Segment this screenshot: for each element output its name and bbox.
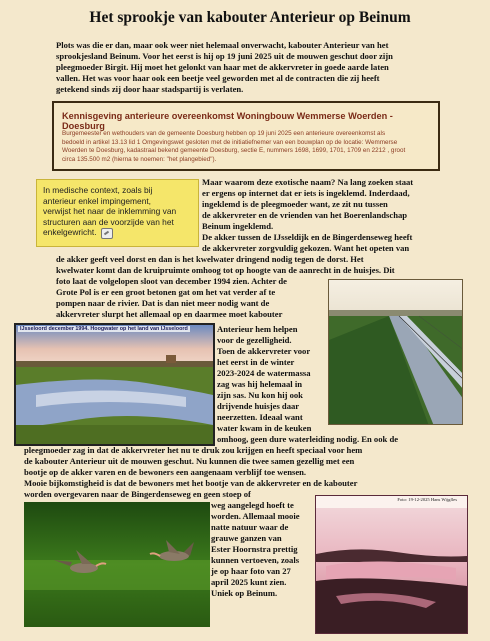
text-line: Mooie bijkomstigheid is dat de bewoners met het bootje van de akkervreter en de kabouter xyxy=(24,478,358,488)
text-line: de akkervreter en de vrienden van het Boerenlandschap xyxy=(202,210,408,220)
text-line: Ester Hoornstra prettig xyxy=(211,544,298,554)
text-line: natte natuur waar de xyxy=(211,522,289,532)
text-line: kunnen vertoeven, zoals xyxy=(211,555,300,565)
text-line: Plots was die er dan, maar ook weer niet helemaal onverwacht, kabouter Anterieur van het xyxy=(56,40,389,50)
text-line: omhoog, geen dure waterleiding nodig. En ook de xyxy=(217,434,399,444)
lower-paragraph xyxy=(24,445,454,500)
page-title: Het sprookje van kabouter Anterieur op Beinum xyxy=(89,9,411,26)
text-line: het eerst in de winter xyxy=(217,357,295,367)
text-line: kwelwater komt dan de kruipruimte omhoog tot op hoogte van de aanrecht in de huisjes. Dit xyxy=(56,265,395,275)
comment-line: In medische context, zoals bij xyxy=(43,185,153,195)
comment-link-icon[interactable] xyxy=(101,228,113,239)
text-line: Anterieur hem helpen xyxy=(217,324,298,334)
flood-caption: IJsseloord december 1994. Hoogwater op het land van IJsseloord xyxy=(20,326,188,332)
text-line: de akkervreter zorgvuldig gekozen. Want het opeten van xyxy=(202,243,410,253)
text-line: foto laat de volgelopen sloot van december 1994 zien. Achter de xyxy=(56,276,287,286)
narrow-paragraph xyxy=(217,324,399,445)
notice-line: Burgemeester en wethouders van de gemeente Doesburg hebben op 19 juni 2025 een anterieure overeenkomst als xyxy=(62,130,386,137)
meadow-ditch-image xyxy=(329,280,463,425)
notice-body xyxy=(62,130,434,164)
notice-line: circa 135.500 m2 (hierna te noemen: "het plangebied"). xyxy=(62,155,217,163)
text-line: pleegmoeder Birgit. Hij moet het gelonkt van haar met de akkervreter in goede aarde laten xyxy=(56,62,389,72)
text-line: worden. Allemaal mooie xyxy=(211,511,300,521)
sunset-image xyxy=(316,496,467,633)
flood-image xyxy=(16,325,213,444)
notice-box xyxy=(52,101,440,171)
text-line: Maar waarom deze exotische naam? Na lang zoeken staat xyxy=(202,177,414,187)
sunset-photo xyxy=(315,495,468,634)
text-line: water kwam in de keuken xyxy=(217,423,312,433)
right-paragraph xyxy=(202,177,452,254)
flood-photo xyxy=(14,323,215,446)
text-line: pompen naar de rivier. Dat is dan niet meer nodig want de xyxy=(56,298,270,308)
text-line: akkervreter slurpt het allemaal op en daarmee moet kabouter xyxy=(56,309,283,319)
comment-line-text: enkelgewricht. xyxy=(43,227,97,238)
text-line: drijvende huisjes daar xyxy=(217,401,300,411)
text-line: zag was hij helemaal in xyxy=(217,379,302,389)
text-line: de akker geeft veel dorst en dan is het kwelwater dringend nodig tegen de dorst. Het xyxy=(56,254,364,264)
notice-line: Woerden te Doesburg, kadastraal bekend gemeente Doesburg, sectie E, nummers 1698, 1699, 1701, 1709 en 2212 , groot xyxy=(62,147,406,154)
text-line: ingeklemd is de pleegmoeder want, ze zit nu tussen xyxy=(202,199,388,209)
text-line: er ergens op internet dat er iets is ingeklemd. Inderdaad, xyxy=(202,188,410,198)
notice-line: bedoeld in artikel 13.13 lid 1 Omgevingswet gesloten met de initiatiefnemer van een bouwplan op de locatie: Wemmerse xyxy=(62,138,398,146)
text-line: neerzetten. Ideaal want xyxy=(217,412,303,422)
text-line: Uniek op Beinum. xyxy=(211,588,278,598)
geese-photo xyxy=(24,502,210,627)
text-line: weg aangelegd hoeft te xyxy=(211,500,294,510)
comment-line: structuren aan de voorzijde van het xyxy=(43,216,174,227)
notice-title: Kennisgeving anterieure overeenkomst Woningbouw Wemmerse Woerden - Doesburg xyxy=(62,111,393,131)
text-line: Toen de akkervreter voor xyxy=(217,346,311,356)
text-line: sprookjesland Beinum. Voor het eerst is hij op 19 juni 2025 uit de mouwen geschut door zijn xyxy=(56,51,393,61)
text-line: de kabouter Anterieur uit de mouwen geschut. Nu kunnen die twee samen gezellig met een xyxy=(24,456,355,466)
text-line: Grote Pol is er een groot betonen gat om het vat verder af te xyxy=(56,287,276,297)
comment-line: verwijst het naar de inklemming van xyxy=(43,206,177,217)
text-line: je op haar foto van 27 xyxy=(211,566,291,576)
sunset-caption: Foto: 19-12-2025 Hans Wijgfles xyxy=(397,497,457,502)
text-line: zijn sas. Nu kon hij ook xyxy=(217,390,303,400)
text-line: april 2025 kunt zien. xyxy=(211,577,287,587)
text-line: bootje op de akker varen en de bewoners een aangenaam verblijf toe wensen. xyxy=(24,467,307,477)
comment-line: anterieur enkel impingement, xyxy=(43,195,152,206)
comment-note[interactable] xyxy=(36,179,199,247)
text-line: vallen. Het was voor haar ook een beetje veel geworden met al de contracten die zij heeft xyxy=(56,73,380,83)
text-line: De akker tussen de IJsseldijk en de Bingerdenseweg heeft xyxy=(202,232,413,242)
intro-paragraph xyxy=(56,40,446,95)
comment-line xyxy=(43,227,192,238)
text-line: getekend sinds zij door haar stadspartij is verlaten. xyxy=(56,84,244,94)
middle-paragraph xyxy=(56,287,326,320)
text-line: Beinum ingeklemd. xyxy=(202,221,274,231)
text-line: 2023-2024 de watermassa xyxy=(217,368,311,378)
text-line: voor de gezelligheid. xyxy=(217,335,292,345)
meadow-ditch-photo xyxy=(328,279,463,425)
text-line: pleegmoeder zag in dat de akkervreter het nu te druk zou krijgen en heeft speciaal voor hem xyxy=(24,445,363,455)
bottom-paragraph xyxy=(211,500,321,599)
geese-image xyxy=(24,502,210,627)
text-line: grauwe ganzen van xyxy=(211,533,282,543)
text-line: worden overgevaren naar de Bingerdenseweg en geen stoep of xyxy=(24,489,251,499)
